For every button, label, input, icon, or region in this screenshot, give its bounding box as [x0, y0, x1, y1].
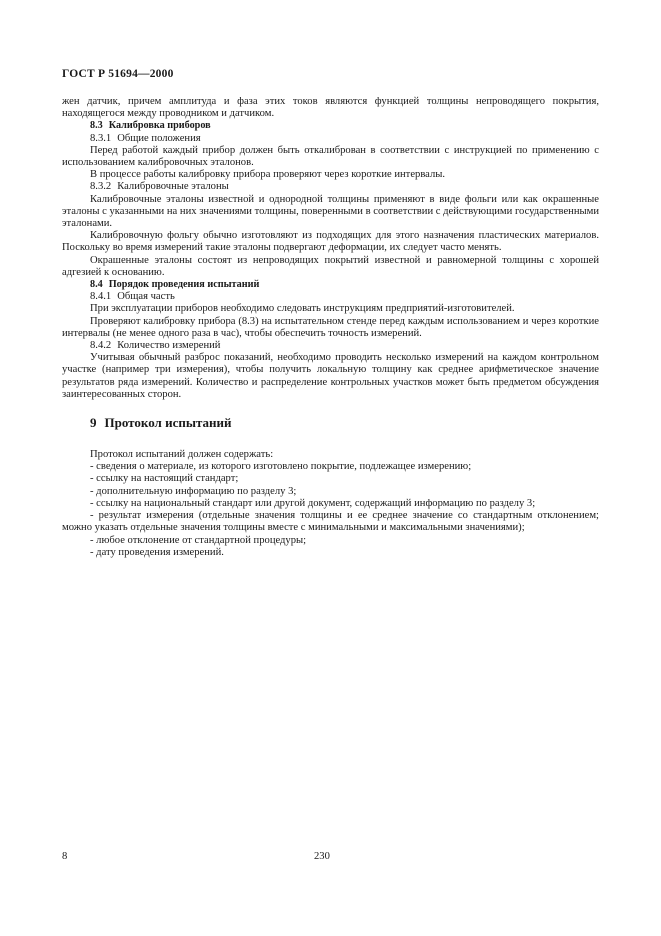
list-item: - любое отклонение от стандартной процедуры; — [90, 534, 307, 546]
paragraph: Калибровочную фольгу обычно изготовляют из подходящих для этого назначения пластических материалов. Поскольку во время измерений такие эталоны подвергают деформации, их следует часто менять. — [62, 230, 599, 254]
list-item: - результат измерения (отдельные значения толщины и ее среднее значение со стандартным отклонением; можно указать отдельные значения толщины вместе с минимальными и максимальными значениями); — [62, 510, 599, 534]
paragraph: Калибровочные эталоны известной и однородной толщины применяют в виде фольги или как окрашенные эталоны с указанными на них значениями толщины, поверенными в соответствии с действующими государственными эталонами. — [62, 193, 599, 230]
list-item: - сведения о материале, из которого изготовлено покрытие, подлежащее измерению; — [90, 461, 472, 473]
section-number: 8.3.1 — [90, 132, 112, 144]
document-body — [62, 96, 599, 559]
paragraph: В процессе работы калибровку прибора проверяют через короткие интервалы. — [90, 169, 446, 181]
section-title: Калибровка приборов — [108, 120, 211, 132]
section-number: 8.3.2 — [90, 181, 112, 193]
page-number-center: 230 — [314, 851, 330, 862]
section-8-4-heading — [62, 279, 599, 291]
paragraph: Окрашенные эталоны состоят из непроводящих покрытий известной и равномерной толщины с хорошей адгезией к основанию. — [62, 254, 599, 278]
page-number-left: 8 — [62, 851, 68, 862]
section-8-3-2-heading — [62, 181, 599, 193]
paragraph: Перед работой каждый прибор должен быть откалиброван в соответствии с инструкцией по применению с использованием калибровочных эталонов. — [62, 144, 599, 169]
section-title: Калибровочные эталоны — [117, 181, 229, 193]
paragraph: Проверяют калибровку прибора (8.3) на испытательном стенде перед каждым использованием и через короткие интервалы (не менее одного раза в час), чтобы обеспечить точность измерений. — [62, 315, 599, 339]
continuation-paragraph: жен датчик, причем амплитуда и фаза этих токов являются функцией толщины непроводящего покрытия, находящегося между проводником и датчиком. — [62, 96, 599, 120]
section-number: 9 — [90, 415, 97, 431]
section-9-heading — [62, 415, 599, 431]
document-header: ГОСТ Р 51694—2000 — [62, 68, 174, 80]
section-title: Количество измерений — [117, 340, 221, 352]
section-title: Общая часть — [117, 291, 175, 303]
section-8-3-1-heading — [62, 133, 599, 145]
section-number: 8.4.2 — [90, 340, 112, 352]
paragraph: При эксплуатации приборов необходимо следовать инструкциям предприятий-изготовителей. — [90, 303, 515, 315]
section-number: 8.4.1 — [90, 291, 112, 303]
section-number: 8.4 — [90, 279, 103, 291]
section-title: Общие положения — [117, 132, 201, 144]
list-item: - дополнительную информацию по разделу 3; — [90, 485, 297, 497]
section-8-4-1-heading — [62, 291, 599, 303]
section-title: Протокол испытаний — [104, 415, 232, 431]
section-number: 8.3 — [90, 120, 103, 132]
section-8-3-heading — [62, 120, 599, 132]
paragraph: Протокол испытаний должен содержать: — [90, 449, 274, 461]
section-title: Порядок проведения испытаний — [108, 279, 260, 291]
list-item: - ссылку на настоящий стандарт; — [90, 473, 239, 485]
list-item: - дату проведения измерений. — [90, 546, 224, 558]
paragraph: Учитывая обычный разброс показаний, необходимо проводить несколько измерений на каждом контрольном участке (например три измерения), чтобы получить локальную толщину как среднее арифметическое значение результатов ряда измерений. Количество и распределение контрольных участков может быть предметом обсуждения заинтересованных сторон. — [62, 352, 599, 400]
list-item: - ссылку на национальный стандарт или другой документ, содержащий информацию по разделу 3; — [90, 497, 536, 509]
section-8-4-2-heading — [62, 340, 599, 352]
